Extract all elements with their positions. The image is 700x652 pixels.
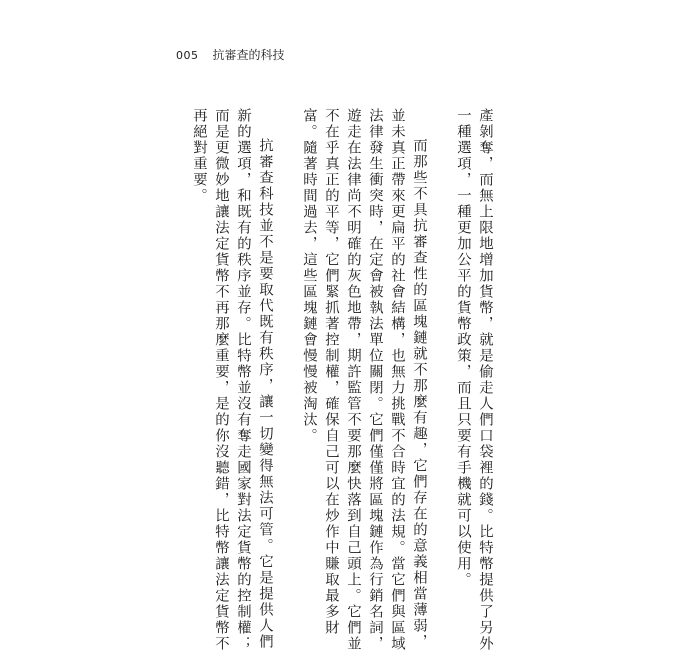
book-title: 抗審查的科技 — [212, 48, 285, 62]
text-column: 再絕對重要。 — [191, 108, 207, 204]
page-header — [176, 46, 285, 63]
text-column: 一種選項，一種更加公平的貨幣政策，而且只要有手機就可以使用。 — [455, 108, 471, 588]
text-column: 法律發生衝突時，在定會被執法單位關閉。它們僅僅將區塊鏈作為行銷名詞， — [367, 108, 383, 652]
text-column: 抗審查科技並不是要取代既有秩序，讓一切變得無法可管。它是提供人們 — [257, 138, 273, 650]
text-column: 而是更微妙地讓法定貨幣不再那麼重要，是的你沒聽錯，比特幣讓法定貨幣不 — [213, 108, 229, 652]
text-column: 遊走在法律尚不明確的灰色地帶，期許監管不要那麼快落到自己頭上。它們並 — [345, 108, 361, 652]
page-number: 005 — [176, 49, 199, 62]
text-column: 並未真正帶來更扁平的社會結構，也無力挑戰不合時宜的法規。當它們與區域 — [389, 108, 405, 652]
text-column: 而那些不具抗審查性的區塊鏈就不那麼有趣，它們存在的意義相當薄弱， — [411, 138, 427, 650]
text-column: 富。隨著時間過去，這些區塊鏈會慢慢被淘汰。 — [301, 108, 317, 444]
text-column: 新的選項，和既有的秩序並存。比特幣並沒有奪走國家對法定貨幣的控制權； — [235, 108, 251, 652]
text-column: 產剝奪，而無上限地增加貨幣，就是偷走人們口袋裡的錢。比特幣提供了另外 — [477, 108, 493, 652]
text-column: 不在乎真正的平等，它們緊抓著控制權，確保自己可以在炒作中賺取最多財 — [323, 108, 339, 636]
